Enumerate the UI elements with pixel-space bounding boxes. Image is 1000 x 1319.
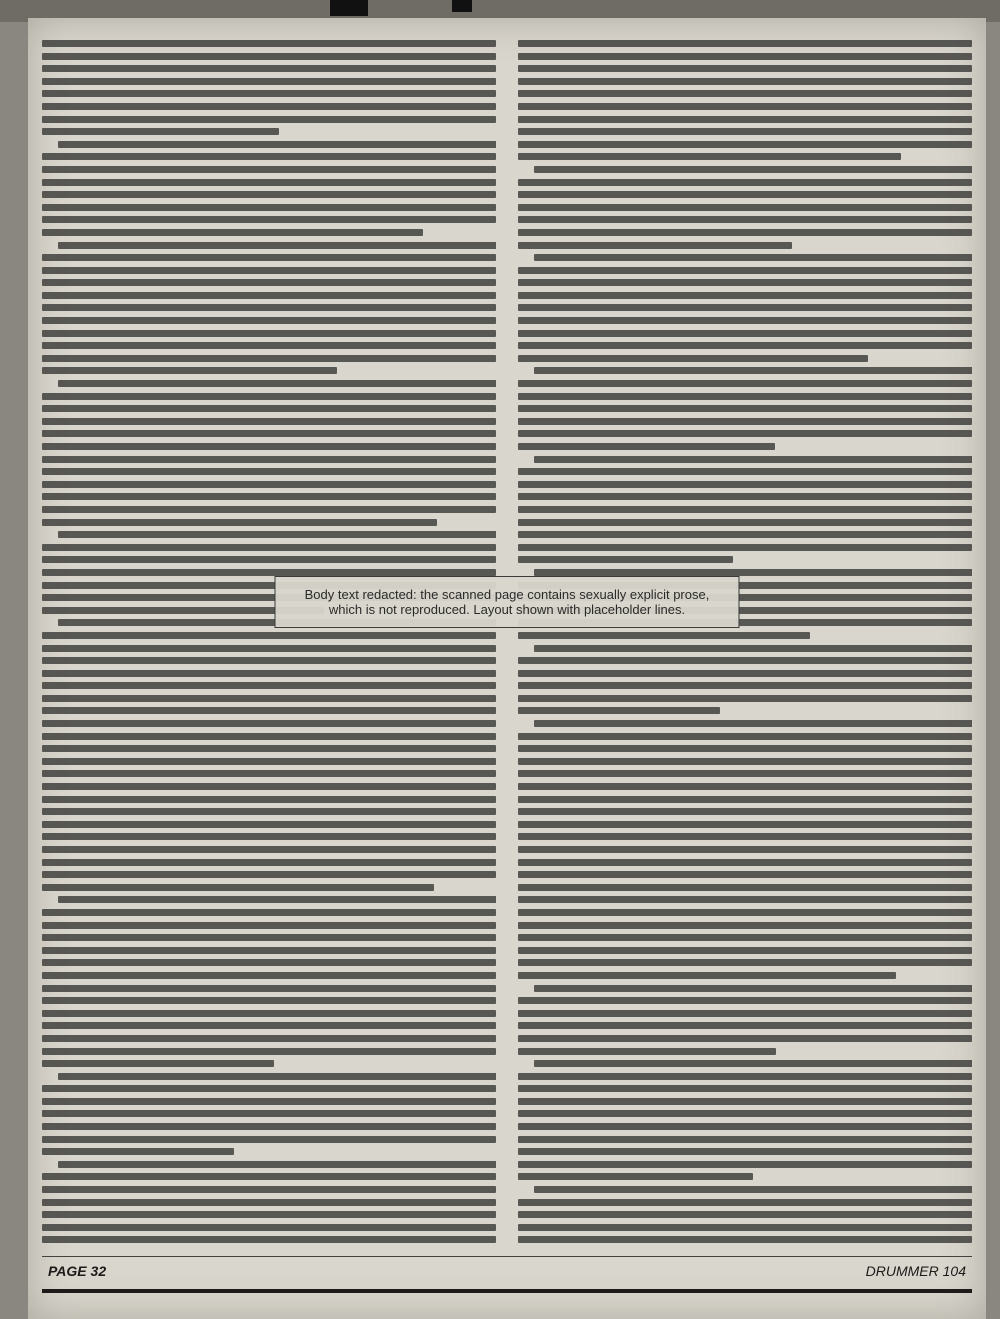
placeholder-text-line (518, 393, 972, 400)
placeholder-text-line (518, 493, 972, 500)
placeholder-text-line (42, 846, 496, 853)
placeholder-text-line (42, 267, 496, 274)
placeholder-text-line (518, 783, 972, 790)
placeholder-text-line (42, 871, 496, 878)
placeholder-text-line (518, 430, 972, 437)
placeholder-text-line (518, 53, 972, 60)
placeholder-text-line (518, 481, 972, 488)
placeholder-text-line (518, 896, 972, 903)
placeholder-text-line (518, 758, 972, 765)
placeholder-text-line (518, 380, 972, 387)
placeholder-text-line (42, 758, 496, 765)
placeholder-text-line (42, 1010, 496, 1017)
placeholder-text-line (518, 871, 972, 878)
placeholder-text-line (42, 468, 496, 475)
placeholder-text-line (42, 292, 496, 299)
placeholder-text-line (534, 645, 972, 652)
placeholder-text-line (534, 720, 972, 727)
placeholder-text-line (42, 279, 496, 286)
placeholder-text-line (42, 657, 496, 664)
placeholder-text-line (42, 342, 496, 349)
placeholder-text-line (42, 116, 496, 123)
placeholder-text-line (518, 833, 972, 840)
placeholder-text-line (42, 645, 496, 652)
placeholder-text-line (518, 304, 972, 311)
placeholder-text-line (42, 556, 496, 563)
placeholder-text-line (518, 229, 972, 236)
placeholder-text-line (518, 859, 972, 866)
placeholder-text-line (518, 418, 972, 425)
placeholder-text-line (518, 103, 972, 110)
placeholder-text-line (42, 254, 496, 261)
placeholder-text-line (42, 1098, 496, 1105)
redaction-notice: Body text redacted: the scanned page contains sexually explicit prose, which is not reproduced. Layout shown with placeholder lines. (275, 576, 740, 628)
text-column-right (518, 40, 972, 1262)
placeholder-text-line (518, 468, 972, 475)
placeholder-text-line (518, 267, 972, 274)
placeholder-text-line (42, 1148, 234, 1155)
placeholder-text-line (518, 846, 972, 853)
placeholder-text-line (42, 808, 496, 815)
placeholder-text-line (518, 204, 972, 211)
placeholder-text-line (518, 179, 972, 186)
placeholder-text-line (42, 405, 496, 412)
placeholder-text-line (42, 519, 437, 526)
placeholder-text-line (518, 997, 972, 1004)
placeholder-text-line (518, 1199, 972, 1206)
placeholder-text-line (518, 330, 972, 337)
placeholder-text-line (534, 456, 972, 463)
placeholder-text-line (58, 242, 496, 249)
placeholder-text-line (42, 506, 496, 513)
placeholder-text-line (42, 330, 496, 337)
placeholder-text-line (42, 456, 496, 463)
placeholder-text-line (518, 909, 972, 916)
placeholder-text-line (518, 1136, 972, 1143)
placeholder-text-line (518, 544, 972, 551)
placeholder-text-line (58, 1073, 496, 1080)
placeholder-text-line (518, 770, 972, 777)
placeholder-text-line (518, 821, 972, 828)
placeholder-text-line (42, 745, 496, 752)
placeholder-text-line (534, 254, 972, 261)
placeholder-text-line (518, 242, 792, 249)
placeholder-text-line (42, 1022, 496, 1029)
scan-artifact (452, 0, 472, 12)
placeholder-text-line (42, 997, 496, 1004)
placeholder-text-line (42, 720, 496, 727)
placeholder-text-line (518, 531, 972, 538)
placeholder-text-line (518, 972, 896, 979)
placeholder-text-line (42, 783, 496, 790)
placeholder-text-line (518, 959, 972, 966)
placeholder-text-line (42, 1173, 496, 1180)
magazine-page (28, 18, 986, 1319)
placeholder-text-line (42, 166, 496, 173)
placeholder-text-line (42, 216, 496, 223)
placeholder-text-line (42, 959, 496, 966)
placeholder-text-line (534, 1060, 972, 1067)
placeholder-text-line (42, 418, 496, 425)
placeholder-text-line (518, 695, 972, 702)
placeholder-text-line (518, 1073, 972, 1080)
placeholder-text-line (518, 682, 972, 689)
placeholder-text-line (42, 884, 434, 891)
placeholder-text-line (518, 657, 972, 664)
placeholder-text-line (42, 972, 496, 979)
placeholder-text-line (534, 985, 972, 992)
placeholder-text-line (42, 1035, 496, 1042)
placeholder-text-line (534, 569, 972, 576)
placeholder-text-line (518, 116, 972, 123)
placeholder-text-line (518, 1085, 972, 1092)
placeholder-text-line (42, 707, 496, 714)
placeholder-text-line (42, 393, 496, 400)
placeholder-text-line (42, 153, 496, 160)
placeholder-text-line (518, 1236, 972, 1243)
text-column-left (42, 40, 496, 1262)
placeholder-text-line (518, 796, 972, 803)
placeholder-text-line (518, 1123, 972, 1130)
placeholder-text-line (42, 65, 496, 72)
placeholder-text-line (42, 859, 496, 866)
placeholder-text-line (42, 1060, 274, 1067)
placeholder-text-line (518, 443, 775, 450)
placeholder-text-line (42, 1085, 496, 1092)
placeholder-text-line (42, 632, 496, 639)
placeholder-text-line (42, 770, 496, 777)
placeholder-text-line (58, 1161, 496, 1168)
placeholder-text-line (42, 304, 496, 311)
placeholder-text-line (518, 342, 972, 349)
placeholder-text-line (518, 808, 972, 815)
placeholder-text-line (42, 934, 496, 941)
placeholder-text-line (518, 519, 972, 526)
placeholder-text-line (518, 292, 972, 299)
placeholder-text-line (42, 430, 496, 437)
placeholder-text-line (42, 128, 279, 135)
placeholder-text-line (518, 317, 972, 324)
placeholder-text-line (518, 670, 972, 677)
placeholder-text-line (518, 216, 972, 223)
placeholder-text-line (518, 1110, 972, 1117)
placeholder-text-line (42, 1199, 496, 1206)
placeholder-text-line (518, 405, 972, 412)
placeholder-text-line (42, 1110, 496, 1117)
placeholder-text-line (42, 191, 496, 198)
placeholder-text-line (42, 569, 496, 576)
placeholder-text-line (518, 40, 972, 47)
placeholder-text-line (58, 380, 496, 387)
placeholder-text-line (42, 695, 496, 702)
placeholder-text-line (518, 506, 972, 513)
placeholder-text-line (42, 204, 496, 211)
placeholder-text-line (42, 53, 496, 60)
placeholder-text-line (42, 909, 496, 916)
placeholder-text-line (42, 317, 496, 324)
placeholder-text-line (518, 1173, 753, 1180)
placeholder-text-line (42, 493, 496, 500)
scan-artifact (330, 0, 368, 16)
placeholder-text-line (58, 531, 496, 538)
placeholder-text-line (518, 1148, 972, 1155)
placeholder-text-line (58, 141, 496, 148)
placeholder-text-line (42, 733, 496, 740)
placeholder-text-line (42, 544, 496, 551)
placeholder-text-line (518, 279, 972, 286)
placeholder-text-line (534, 367, 972, 374)
placeholder-text-line (42, 922, 496, 929)
placeholder-text-line (518, 90, 972, 97)
placeholder-text-line (42, 1048, 496, 1055)
placeholder-text-line (42, 179, 496, 186)
placeholder-text-line (42, 367, 337, 374)
placeholder-text-line (42, 103, 496, 110)
placeholder-text-line (518, 1022, 972, 1029)
placeholder-text-line (42, 1211, 496, 1218)
placeholder-text-line (42, 985, 496, 992)
placeholder-text-line (518, 355, 868, 362)
placeholder-text-line (518, 1048, 776, 1055)
page-footer (42, 1256, 972, 1293)
placeholder-text-line (42, 1236, 496, 1243)
placeholder-text-line (518, 191, 972, 198)
placeholder-text-line (42, 796, 496, 803)
placeholder-text-line (42, 682, 496, 689)
body-text-area (42, 40, 972, 1262)
placeholder-text-line (42, 443, 496, 450)
placeholder-text-line (518, 733, 972, 740)
placeholder-text-line (518, 1161, 972, 1168)
placeholder-text-line (42, 1136, 496, 1143)
placeholder-text-line (518, 141, 972, 148)
placeholder-text-line (518, 1098, 972, 1105)
placeholder-text-line (42, 1123, 496, 1130)
placeholder-text-line (518, 1224, 972, 1231)
placeholder-text-line (42, 229, 423, 236)
page-number: PAGE 32 (48, 1263, 107, 1279)
placeholder-text-line (42, 481, 496, 488)
placeholder-text-line (518, 556, 733, 563)
placeholder-text-line (518, 934, 972, 941)
placeholder-text-line (42, 1186, 496, 1193)
placeholder-text-line (42, 1224, 496, 1231)
placeholder-text-line (518, 947, 972, 954)
placeholder-text-line (518, 632, 810, 639)
placeholder-text-line (534, 166, 972, 173)
placeholder-text-line (518, 707, 720, 714)
placeholder-text-line (518, 78, 972, 85)
placeholder-text-line (42, 355, 496, 362)
placeholder-text-line (518, 922, 972, 929)
placeholder-text-line (42, 833, 496, 840)
placeholder-text-line (518, 128, 972, 135)
placeholder-text-line (42, 821, 496, 828)
placeholder-text-line (518, 745, 972, 752)
placeholder-text-line (518, 153, 901, 160)
placeholder-text-line (42, 90, 496, 97)
placeholder-text-line (518, 1211, 972, 1218)
placeholder-text-line (42, 78, 496, 85)
placeholder-text-line (518, 1035, 972, 1042)
placeholder-text-line (58, 896, 496, 903)
placeholder-text-line (42, 40, 496, 47)
placeholder-text-line (42, 670, 496, 677)
placeholder-text-line (42, 947, 496, 954)
placeholder-text-line (534, 1186, 972, 1193)
issue-label: DRUMMER 104 (865, 1263, 966, 1279)
placeholder-text-line (518, 65, 972, 72)
placeholder-text-line (518, 1010, 972, 1017)
placeholder-text-line (518, 884, 972, 891)
